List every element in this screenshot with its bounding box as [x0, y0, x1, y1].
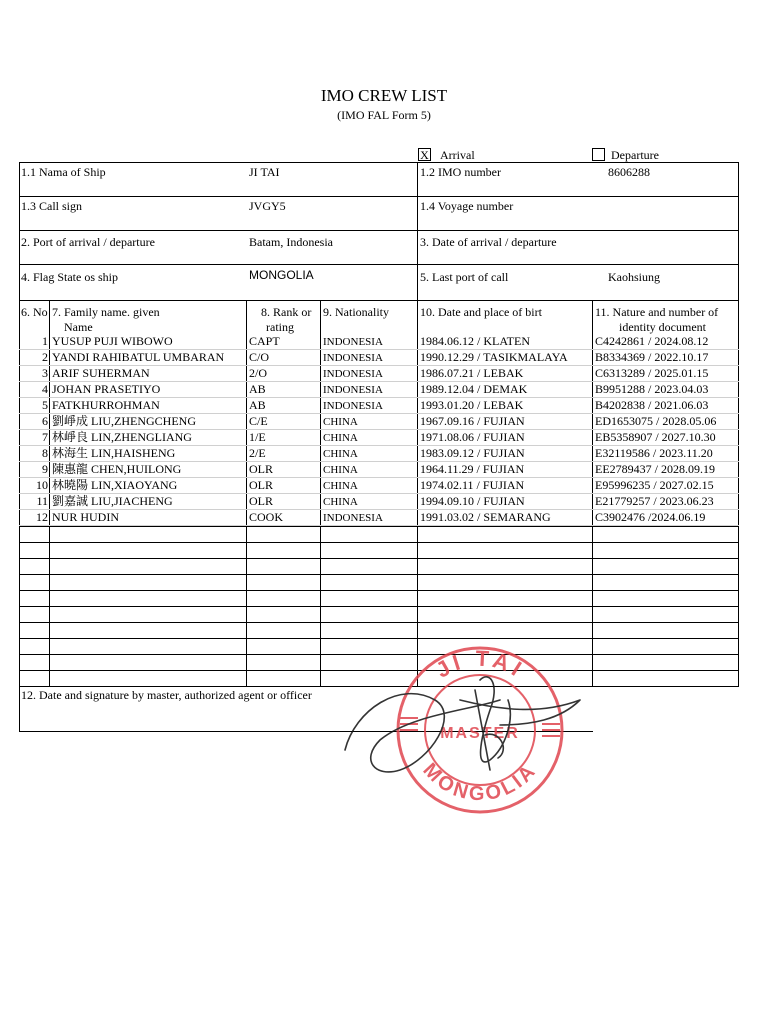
crew-name: 林崢良 LIN,ZHENGLIANG	[52, 430, 192, 444]
crew-rank: C/O	[249, 350, 270, 364]
crew-nationality: INDONESIA	[323, 384, 383, 396]
crew-birth: 1989.12.04 / DEMAK	[420, 382, 528, 396]
col-header-name: 7. Family name. given	[52, 305, 160, 319]
crew-no: 5	[42, 398, 48, 412]
stamp-bottom-text: MONGOLIA	[418, 759, 542, 806]
crew-id-document: EB5358907 / 2027.10.30	[595, 430, 716, 444]
crew-id-document: B9951288 / 2023.04.03	[595, 382, 709, 396]
crew-rank: CAPT	[249, 334, 280, 348]
svg-text:JI TAI	[431, 646, 529, 683]
crew-rank: OLR	[249, 478, 273, 492]
crew-rank: AB	[249, 382, 266, 396]
form-subtitle: (IMO FAL Form 5)	[337, 108, 431, 122]
ship-name-value: JI TAI	[249, 165, 280, 179]
crew-no: 7	[42, 430, 48, 444]
crew-birth: 1991.03.02 / SEMARANG	[420, 510, 551, 524]
crew-rank: COOK	[249, 510, 284, 524]
arrival-date-label: 3. Date of arrival / departure	[420, 235, 557, 249]
crew-name: FATKHURROHMAN	[52, 398, 160, 412]
crew-name: 陳惠龍 CHEN,HUILONG	[52, 462, 182, 476]
crew-name: ARIF SUHERMAN	[52, 366, 150, 380]
crew-birth: 1967.09.16 / FUJIAN	[420, 414, 525, 428]
crew-id-document: B8334369 / 2022.10.17	[595, 350, 709, 364]
col-header-name-2: Name	[64, 320, 93, 334]
departure-checkbox[interactable]	[592, 148, 605, 161]
signature-label: 12. Date and signature by master, authorized agent or officer	[21, 688, 312, 702]
crew-no: 10	[36, 478, 48, 492]
crew-name: YUSUP PUJI WIBOWO	[52, 334, 173, 348]
crew-id-document: ED1653075 / 2028.05.06	[595, 414, 717, 428]
crew-rank: 1/E	[249, 430, 266, 444]
last-port-value: Kaohsiung	[608, 270, 660, 284]
crew-nationality: CHINA	[323, 496, 358, 508]
crew-name: 劉嘉誠 LIU,JIACHENG	[52, 494, 173, 508]
crew-id-document: B4202838 / 2021.06.03	[595, 398, 709, 412]
crew-birth: 1990.12.29 / TASIKMALAYA	[420, 350, 568, 364]
crew-no: 11	[36, 494, 48, 508]
crew-name: JOHAN PRASETIYO	[52, 382, 161, 396]
imo-number-value: 8606288	[608, 165, 650, 179]
crew-id-document: E21779257 / 2023.06.23	[595, 494, 714, 508]
crew-nationality: CHINA	[323, 416, 358, 428]
col-header-nationality: 9. Nationality	[323, 305, 389, 319]
col-header-birth: 10. Date and place of birt	[420, 305, 542, 319]
crew-birth: 1971.08.06 / FUJIAN	[420, 430, 525, 444]
col-header-rank-2: rating	[266, 320, 294, 334]
crew-name: NUR HUDIN	[52, 510, 119, 524]
flag-state-label: 4. Flag State os ship	[21, 270, 119, 284]
crew-id-document: E95996235 / 2027.02.15	[595, 478, 714, 492]
crew-nationality: INDONESIA	[323, 336, 383, 348]
crew-birth: 1986.07.21 / LEBAK	[420, 366, 524, 380]
stamp-top-text: JI TAI	[431, 645, 530, 683]
crew-no: 8	[42, 446, 48, 460]
col-header-rank: 8. Rank or	[261, 305, 312, 319]
crew-rank: 2/E	[249, 446, 266, 460]
call-sign-value: JVGY5	[249, 199, 286, 213]
crew-no: 9	[42, 462, 48, 476]
crew-rank: C/E	[249, 414, 268, 428]
voyage-number-label: 1.4 Voyage number	[420, 199, 514, 213]
flag-state-value: MONGOLIA	[249, 268, 314, 282]
crew-birth: 1964.11.29 / FUJIAN	[420, 462, 525, 476]
crew-id-document: C4242861 / 2024.08.12	[595, 334, 709, 348]
crew-rank: AB	[249, 398, 266, 412]
crew-birth: 1993.01.20 / LEBAK	[420, 398, 524, 412]
crew-birth: 1974.02.11 / FUJIAN	[420, 478, 525, 492]
crew-no: 6	[42, 414, 48, 428]
crew-no: 12	[36, 510, 48, 524]
crew-nationality: CHINA	[323, 432, 358, 444]
crew-id-document: EE2789437 / 2028.09.19	[595, 462, 715, 476]
stamp-seal	[398, 646, 562, 812]
crew-no: 2	[42, 350, 48, 364]
crew-rank: 2/O	[249, 366, 267, 380]
col-header-id: 11. Nature and number of	[595, 305, 719, 319]
last-port-label: 5. Last port of call	[420, 270, 509, 284]
form-title: IMO CREW LIST	[320, 86, 448, 105]
imo-number-label: 1.2 IMO number	[420, 165, 501, 179]
crew-no: 4	[42, 382, 48, 396]
crew-id-document: C6313289 / 2025.01.15	[595, 366, 709, 380]
ship-name-label: 1.1 Nama of Ship	[21, 165, 106, 179]
crew-nationality: CHINA	[323, 464, 358, 476]
crew-rank: OLR	[249, 462, 273, 476]
crew-id-document: C3902476 /2024.06.19	[595, 510, 706, 524]
call-sign-label: 1.3 Call sign	[21, 199, 83, 213]
crew-name: 劉崢成 LIU,ZHENGCHENG	[52, 414, 196, 428]
departure-label: Departure	[611, 148, 659, 162]
crew-nationality: INDONESIA	[323, 512, 383, 524]
crew-no: 1	[42, 334, 48, 348]
crew-nationality: CHINA	[323, 448, 358, 460]
stamp-middle-text: MASTER	[440, 725, 520, 742]
port-label: 2. Port of arrival / departure	[21, 235, 155, 249]
arrival-checkbox[interactable]: X	[418, 148, 431, 161]
crew-birth: 1984.06.12 / KLATEN	[420, 334, 530, 348]
crew-name: 林曉陽 LIN,XIAOYANG	[52, 478, 178, 492]
crew-birth: 1983.09.12 / FUJIAN	[420, 446, 525, 460]
col-header-no: 6. No	[21, 305, 48, 319]
arrival-label: Arrival	[440, 148, 475, 162]
crew-id-document: E32119586 / 2023.11.20	[595, 446, 713, 460]
crew-name: 林海生 LIN,HAISHENG	[52, 446, 176, 460]
master-stamp	[340, 640, 590, 840]
crew-nationality: CHINA	[323, 480, 358, 492]
crew-nationality: INDONESIA	[323, 400, 383, 412]
crew-name: YANDI RAHIBATUL UMBARAN	[52, 350, 225, 364]
port-value: Batam, Indonesia	[249, 235, 333, 249]
crew-no: 3	[42, 366, 48, 380]
col-header-id-2: identity document	[619, 320, 706, 334]
crew-nationality: INDONESIA	[323, 368, 383, 380]
crew-birth: 1994.09.10 / FUJIAN	[420, 494, 525, 508]
crew-rank: OLR	[249, 494, 273, 508]
crew-nationality: INDONESIA	[323, 352, 383, 364]
